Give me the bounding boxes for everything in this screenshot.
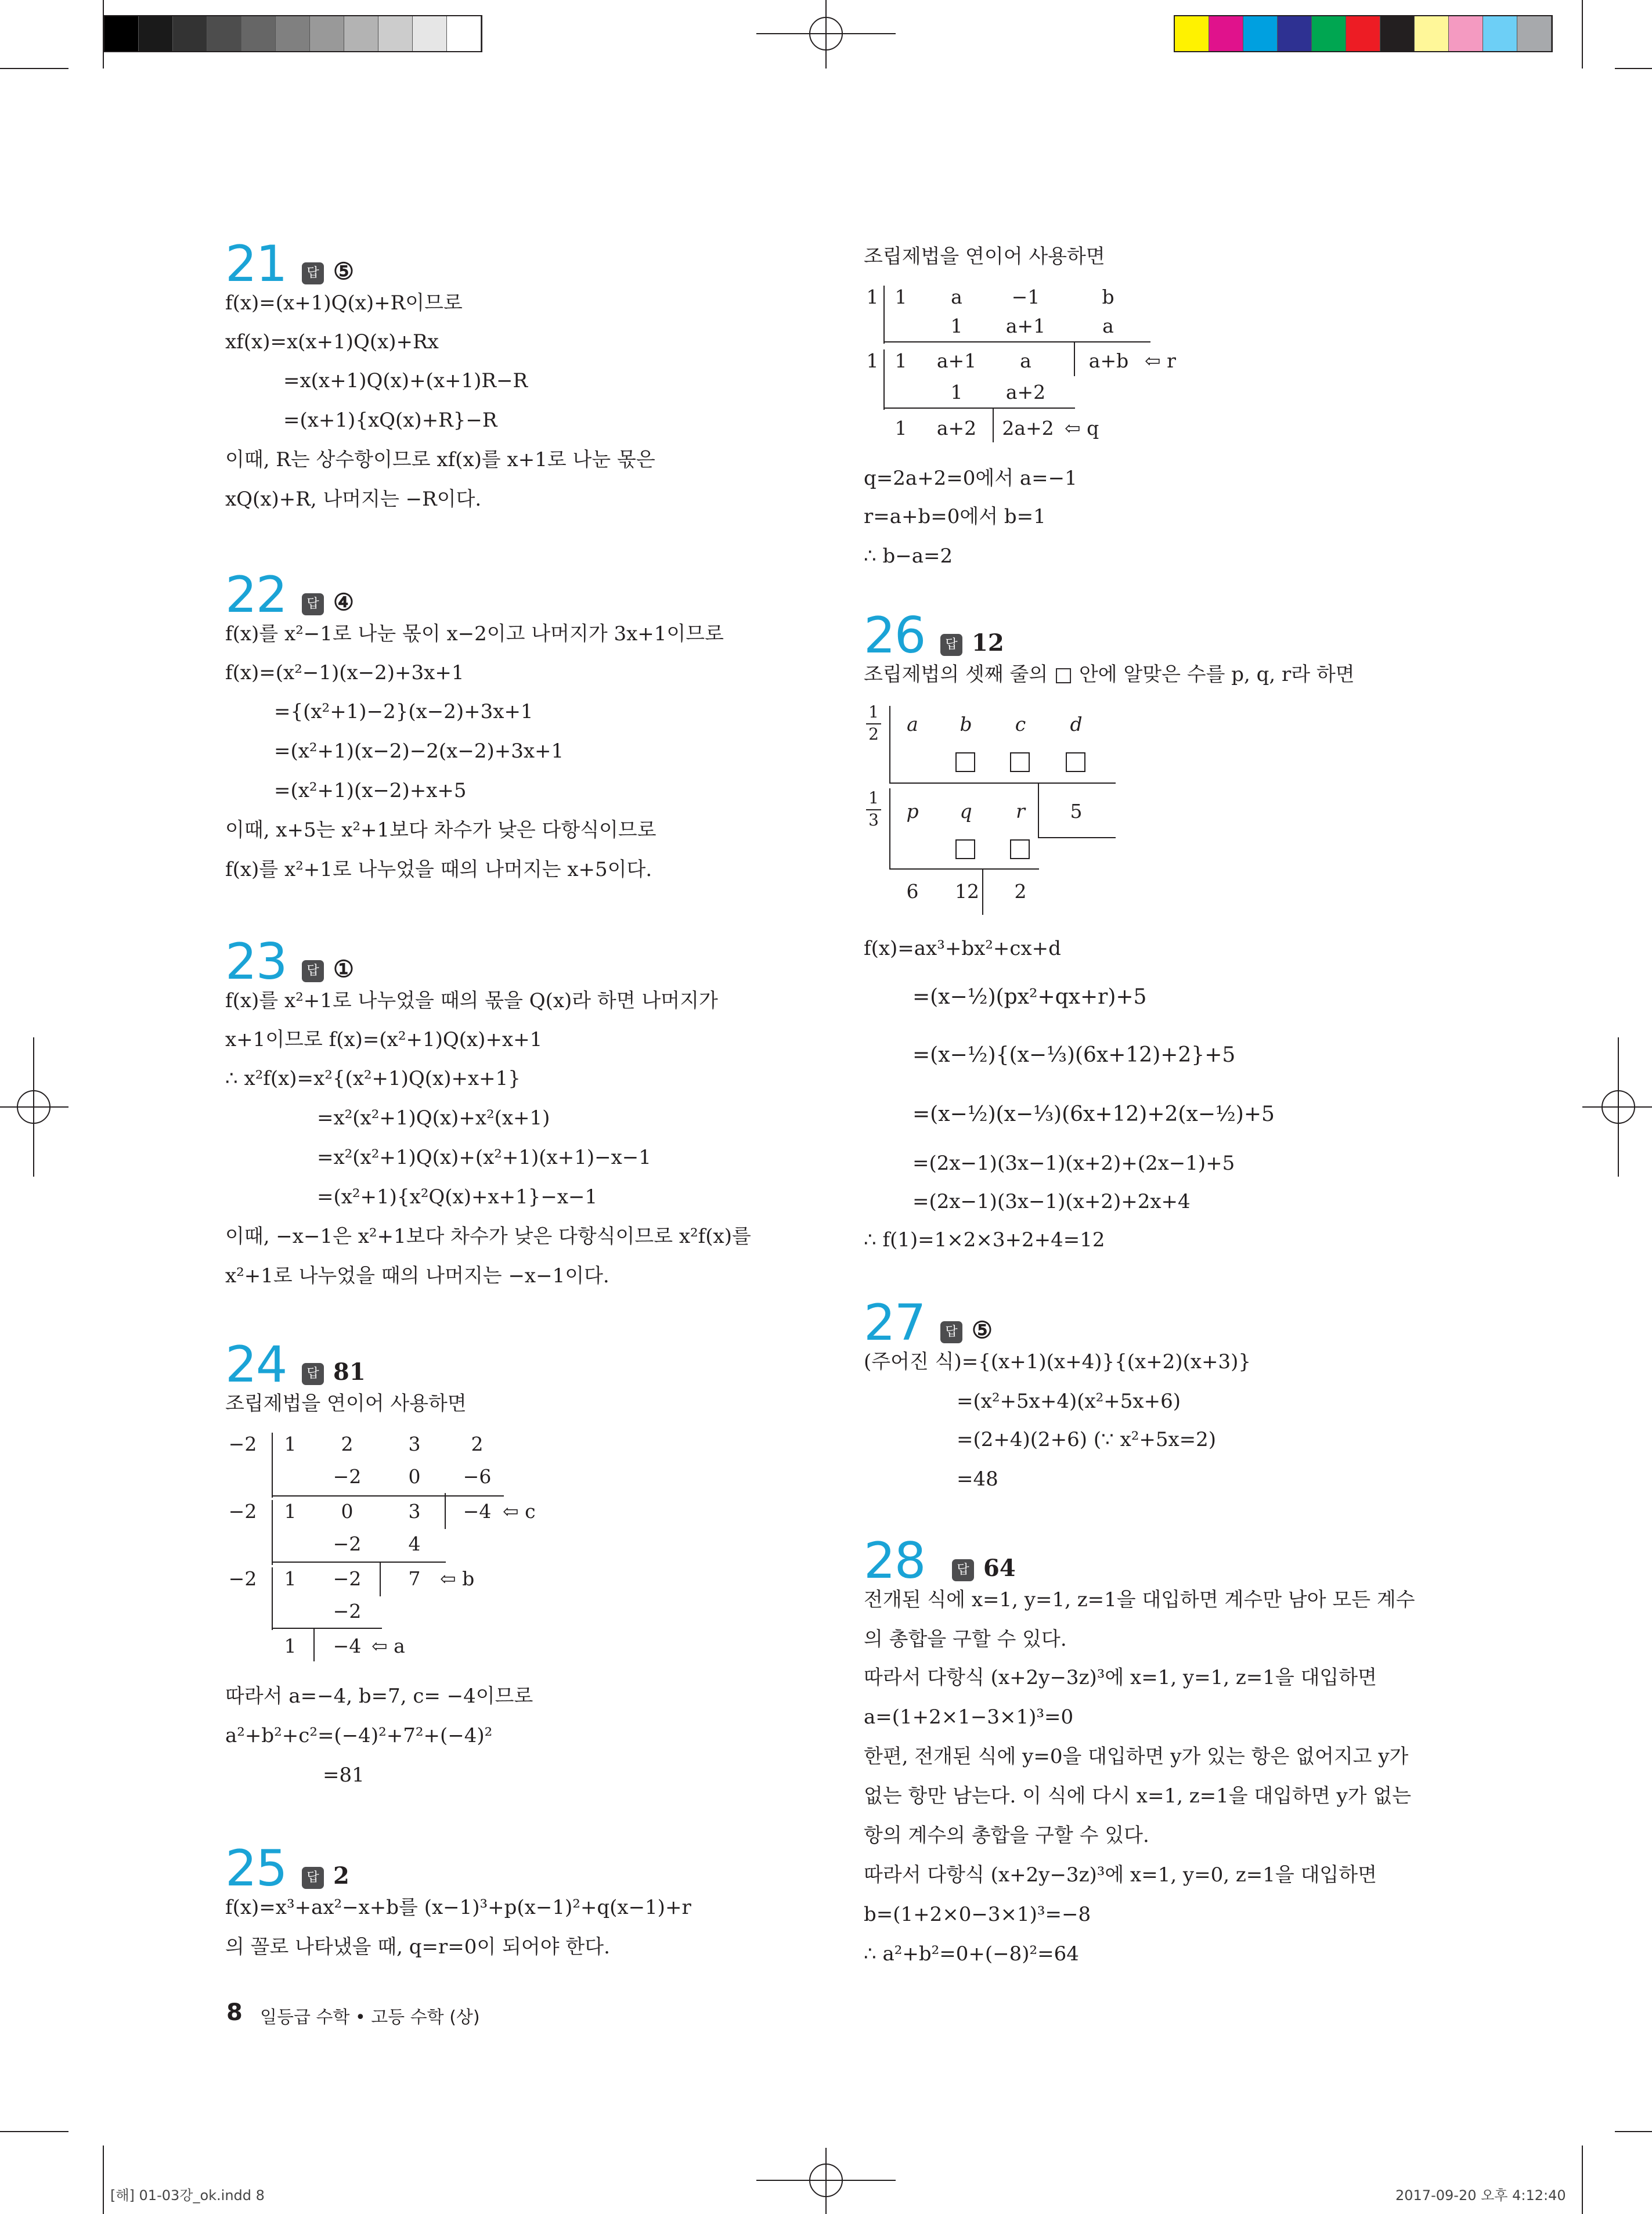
remainder: 7: [408, 1567, 421, 1590]
problem-number: 22: [225, 566, 287, 624]
answer-badge: 답: [302, 1363, 324, 1385]
product: −6: [463, 1465, 492, 1488]
product: a+2: [1005, 381, 1046, 403]
answer-badge: 답: [302, 960, 324, 982]
solution-intro: 조립제법을 연이어 사용하면: [225, 1392, 467, 1415]
solution-line: b=(1+2×0−3×1)³=−8: [864, 1903, 1091, 1926]
solution-line: =(x²+5x+4)(x²+5x+6): [957, 1390, 1181, 1413]
synthetic-division-table: [864, 702, 1154, 961]
answer-value: 81: [333, 1358, 366, 1386]
solution-line: 이때, R는 상수항이므로 xf(x)를 x+1로 나눈 몫은: [225, 448, 655, 471]
remainder: 2a+2: [1002, 417, 1054, 439]
divisor: −2: [228, 1433, 257, 1455]
solution-line: =x(x+1)Q(x)+(x+1)R−R: [283, 369, 528, 392]
file-info: [해] 01-03강_ok.indd 8: [110, 2187, 265, 2204]
problem-number: 27: [864, 1294, 925, 1352]
coefficient: −1: [1011, 286, 1040, 308]
divisor: 1: [866, 349, 879, 372]
problem-number: 26: [864, 607, 925, 665]
solution-line: =(x−½)(px²+qx+r)+5: [912, 985, 1147, 1009]
solution-line: =(2x−1)(3x−1)(x+2)+2x+4: [912, 1190, 1191, 1213]
solution-line: =x²(x²+1)Q(x)+x²(x+1): [317, 1106, 550, 1130]
divisor-denominator: 3: [868, 810, 879, 830]
division-bar: [272, 1500, 273, 1565]
problem-number: 24: [225, 1336, 287, 1394]
coefficient: b: [1102, 286, 1114, 308]
product: 1: [950, 381, 963, 403]
solution-line: 없는 항만 남는다. 이 식에 다시 x=1, z=1을 대입하면 y가 없는: [864, 1784, 1412, 1808]
division-bar: [883, 286, 885, 344]
product: −2: [333, 1533, 362, 1555]
solution-line: f(x)=x³+ax²−x+b를 (x−1)³+p(x−1)²+q(x−1)+r: [225, 1896, 691, 1919]
answer-badge: 답: [302, 593, 324, 615]
solution-intro: 조립제법의 셋째 줄의 □ 안에 알맞은 수를 p, q, r라 하면: [864, 663, 1355, 686]
solution-line: =(x²+1){x²Q(x)+x+1}−x−1: [317, 1185, 598, 1209]
solution-line: 따라서 다항식 (x+2y−3z)³에 x=1, y=1, z=1을 대입하면: [864, 1666, 1377, 1689]
division-bar: [272, 1567, 273, 1630]
remainder-bar: [313, 1628, 315, 1661]
coefficient: 1: [894, 286, 907, 308]
divisor: 1: [866, 286, 879, 308]
answer-value: 64: [983, 1555, 1016, 1582]
timestamp: 2017-09-20 오후 4:12:40: [1395, 2187, 1566, 2204]
solution-line: 따라서 다항식 (x+2y−3z)³에 x=1, y=0, z=1을 대입하면: [864, 1863, 1377, 1887]
solution-line: f(x)=(x²−1)(x−2)+3x+1: [225, 661, 464, 684]
coefficient: 2: [471, 1433, 484, 1455]
coefficient: r: [1016, 800, 1025, 823]
solution-line: =48: [957, 1467, 998, 1491]
coefficient: c: [1015, 713, 1026, 735]
coefficient: b: [960, 713, 972, 735]
answer-badge: 답: [302, 1867, 324, 1889]
page-number: 8: [226, 1999, 243, 2026]
remainder-label: ⇦ r: [1145, 349, 1176, 372]
solution-line: =(2x−1)(3x−1)(x+2)+(2x−1)+5: [912, 1152, 1235, 1175]
remainder-bar: [1074, 341, 1075, 376]
solution-line: r=a+b=0에서 b=1: [864, 505, 1046, 528]
product: 0: [408, 1465, 421, 1488]
coefficient: 3: [408, 1500, 421, 1523]
product: 1: [950, 315, 963, 337]
coefficient: a: [951, 286, 962, 308]
division-bar: [889, 706, 890, 784]
remainder-label: ⇦ q: [1065, 417, 1099, 439]
coefficient: 1: [284, 1500, 297, 1523]
divisor: −2: [228, 1500, 257, 1523]
solution-intro: 조립제법을 연이어 사용하면: [864, 245, 1105, 268]
coefficient: a: [1020, 349, 1031, 372]
coefficient: −2: [333, 1567, 362, 1590]
blank-box: [1010, 752, 1030, 772]
solution-line: ∴ f(1)=1×2×3+2+4=12: [864, 1228, 1105, 1252]
solution-line: =(x²+1)(x−2)−2(x−2)+3x+1: [274, 740, 564, 763]
division-bar: [883, 349, 885, 410]
solution-line: =(x+1){xQ(x)+R}−R: [283, 409, 497, 432]
solution-line: 의 총합을 구할 수 있다.: [864, 1628, 1067, 1651]
division-bar: [889, 788, 890, 870]
coefficient: 1: [894, 349, 907, 372]
remainder-bar: [380, 1562, 381, 1596]
solution-line: f(x)=ax³+bx²+cx+d: [864, 937, 1061, 960]
problem-number: 25: [225, 1840, 287, 1898]
coefficient: d: [1070, 713, 1083, 735]
remainder-label: ⇦ a: [371, 1635, 405, 1657]
answer-value: 2: [333, 1862, 349, 1890]
solution-line: a=(1+2×1−3×1)³=0: [864, 1705, 1074, 1729]
answer-badge: 답: [302, 262, 324, 284]
answer-value: ⑤: [972, 1317, 993, 1344]
blank-box: [1066, 752, 1085, 772]
blank-box: [955, 752, 975, 772]
division-rule: [889, 783, 1116, 784]
remainder: −4: [333, 1635, 362, 1657]
remainder-bar: [445, 1493, 446, 1529]
solution-line: 이때, −x−1은 x²+1보다 차수가 낮은 다항식이므로 x²f(x)를: [225, 1225, 751, 1248]
solution-line: =x²(x²+1)Q(x)+(x²+1)(x+1)−x−1: [317, 1146, 651, 1169]
solution-line: =(x²+1)(x−2)+x+5: [274, 779, 467, 802]
quotient: 12: [955, 880, 979, 903]
solution-line: =(x−½)(x−⅓)(6x+12)+2(x−½)+5: [912, 1102, 1275, 1126]
solution-line: f(x)를 x²−1로 나눈 몫이 x−2이고 나머지가 3x+1이므로: [225, 622, 724, 646]
divisor: −2: [228, 1567, 257, 1590]
solution-line: (주어진 식)={(x+1)(x+4)}{(x+2)(x+3)}: [864, 1350, 1251, 1373]
coefficient: 0: [341, 1500, 354, 1523]
solution-line: f(x)를 x²+1로 나누었을 때의 나머지는 x+5이다.: [225, 858, 652, 881]
product: a: [1102, 315, 1114, 337]
synthetic-division-table: [864, 286, 1270, 460]
answer-value: ④: [333, 589, 354, 616]
solution-line: x²+1로 나누었을 때의 나머지는 −x−1이다.: [225, 1264, 609, 1288]
remainder-label: ⇦ c: [503, 1500, 536, 1523]
product: −2: [333, 1600, 362, 1622]
divisor-denominator: 2: [868, 724, 879, 744]
solution-line: q=2a+2=0에서 a=−1: [864, 467, 1077, 490]
answer-badge: 답: [952, 1559, 974, 1581]
synthetic-division-table: [225, 1433, 573, 1758]
solution-line: =(x−½){(x−⅓)(6x+12)+2}+5: [912, 1043, 1236, 1067]
solution-line: 의 꼴로 나타냈을 때, q=r=0이 되어야 한다.: [225, 1935, 610, 1959]
problem-26: [864, 607, 1444, 1252]
division-rule: [889, 868, 1039, 870]
answer-value: ①: [333, 955, 354, 983]
problem-number: 23: [225, 933, 287, 991]
division-rule: [883, 341, 1150, 342]
solution-line: =81: [323, 1764, 365, 1787]
problem-number: 28: [864, 1532, 925, 1590]
coefficient: 1: [284, 1433, 297, 1455]
solution-line: 따라서 a=−4, b=7, c= −4이므로: [225, 1685, 533, 1708]
blank-box: [1010, 839, 1030, 859]
product: 4: [408, 1533, 421, 1555]
solution-line: f(x)=(x+1)Q(x)+R이므로: [225, 291, 463, 315]
solution-line: 전개된 식에 x=1, y=1, z=1을 대입하면 계수만 남아 모든 계수: [864, 1588, 1415, 1611]
division-bar: [272, 1433, 273, 1498]
quotient: 1: [284, 1635, 297, 1657]
solution-line: f(x)를 x²+1로 나누었을 때의 몫을 Q(x)라 하면 나머지가: [225, 989, 718, 1012]
product: a+1: [1005, 315, 1046, 337]
solution-line: 항의 계수의 총합을 구할 수 있다.: [864, 1824, 1149, 1847]
solution-line: x+1이므로 f(x)=(x²+1)Q(x)+x+1: [225, 1028, 543, 1051]
product: −2: [333, 1465, 362, 1488]
quotient: 1: [894, 417, 907, 439]
coefficient: a: [907, 713, 918, 735]
remainder-bar: [1038, 783, 1039, 838]
divisor-numerator: 1: [868, 788, 879, 807]
coefficient: p: [906, 800, 919, 823]
remainder-bar: [993, 408, 994, 442]
division-rule: [272, 1628, 382, 1629]
solution-line: xf(x)=x(x+1)Q(x)+Rx: [225, 330, 439, 354]
solution-line: ={(x²+1)−2}(x−2)+3x+1: [274, 700, 533, 723]
quotient: a+2: [936, 417, 977, 439]
problem-number: 21: [225, 235, 287, 293]
division-rule: [272, 1495, 504, 1497]
remainder-rule: [1038, 837, 1116, 838]
solution-line: ∴ x²f(x)=x²{(x²+1)Q(x)+x+1}: [225, 1067, 521, 1090]
remainder: 2: [1014, 880, 1027, 903]
remainder: a+b: [1088, 349, 1129, 372]
remainder-label: ⇦ b: [440, 1567, 475, 1590]
solution-line: xQ(x)+R, 나머지는 −R이다.: [225, 488, 482, 511]
problem-24: [225, 1336, 806, 1804]
divisor-numerator: 1: [868, 702, 879, 722]
coefficient: 1: [284, 1567, 297, 1590]
remainder: 5: [1070, 800, 1083, 823]
answer-value: 12: [972, 629, 1004, 657]
solution-line: a²+b²+c²=(−4)²+7²+(−4)²: [225, 1724, 493, 1747]
answer-value: ⑤: [333, 258, 354, 285]
answer-badge: 답: [940, 634, 962, 656]
answer-badge: 답: [940, 1321, 962, 1343]
quotient: 6: [906, 880, 919, 903]
division-rule: [883, 408, 1075, 409]
solution-line: 한편, 전개된 식에 y=0을 대입하면 y가 있는 항은 없어지고 y가: [864, 1745, 1409, 1768]
solution-line: ∴ b−a=2: [864, 545, 953, 568]
blank-box: [955, 839, 975, 859]
remainder: −4: [463, 1500, 492, 1523]
solution-line: ∴ a²+b²=0+(−8)²=64: [864, 1942, 1079, 1966]
solution-line: =(2+4)(2+6) (∵ x²+5x=2): [957, 1428, 1217, 1451]
coefficient: 2: [341, 1433, 354, 1455]
coefficient: 3: [408, 1433, 421, 1455]
remainder-bar: [982, 868, 983, 915]
coefficient: a+1: [936, 349, 977, 372]
solution-line: 이때, x+5는 x²+1보다 차수가 낮은 다항식이므로: [225, 818, 657, 842]
problem-25-continued: [864, 232, 1444, 580]
division-rule: [272, 1562, 446, 1563]
book-title: 일등급 수학 • 고등 수학 (상): [260, 2007, 480, 2028]
coefficient: q: [960, 800, 972, 823]
